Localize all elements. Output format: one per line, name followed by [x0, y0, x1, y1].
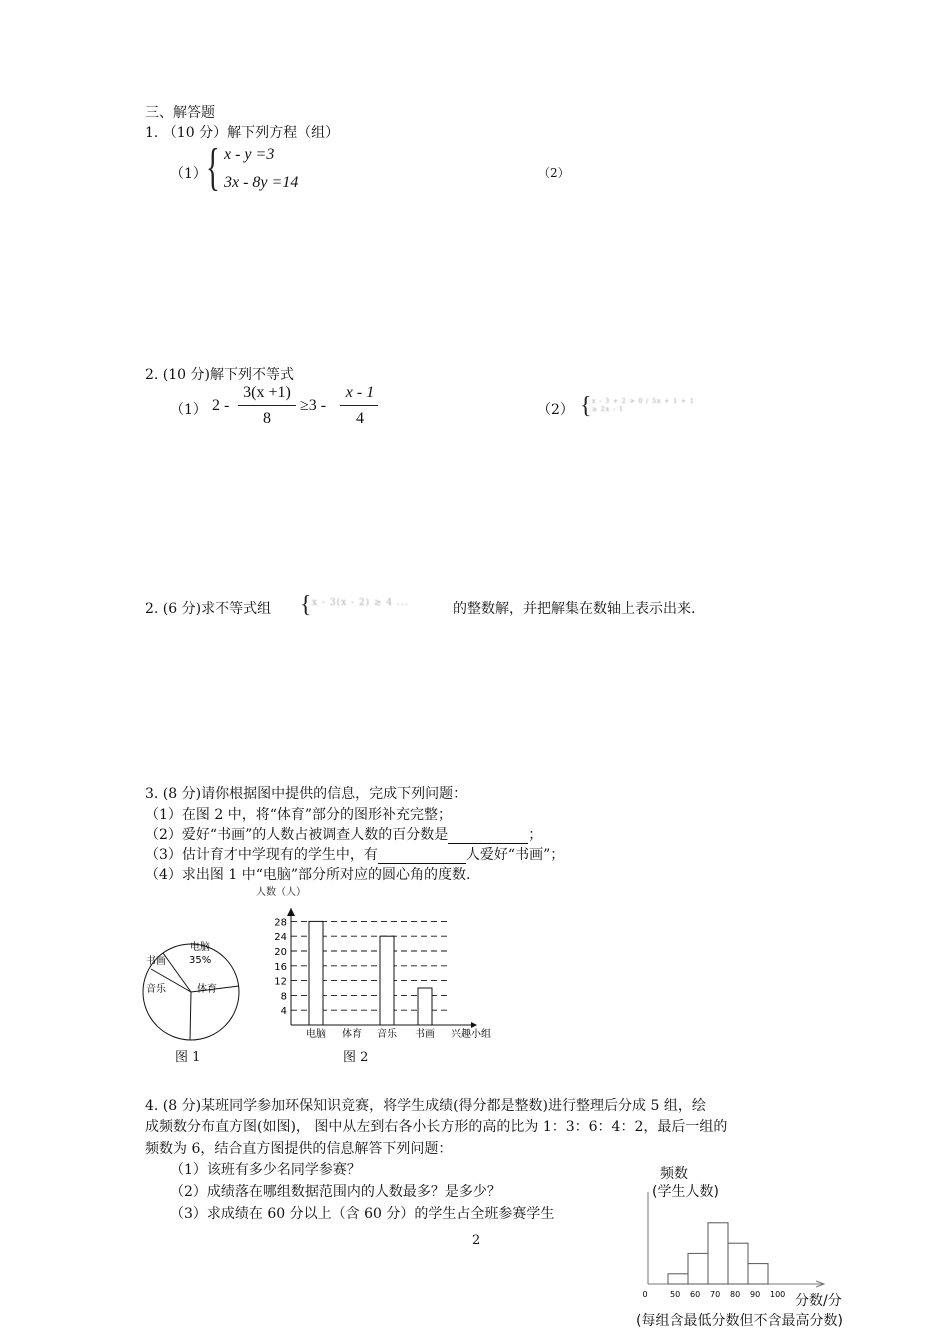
q3-item3-tail: 人爱好“书画”；	[465, 847, 565, 863]
histogram-x-tick: 100	[770, 1290, 786, 1299]
y-axis-arrow	[287, 908, 295, 916]
bar	[380, 936, 394, 1025]
q2-den2: 4	[356, 410, 364, 427]
pie-label-computer: 电脑	[190, 942, 210, 953]
y-tick-label: 20	[274, 947, 287, 958]
histogram-xlabel: 分数/分	[795, 1293, 842, 1309]
histogram-x-note: (每组含最低分数但不含最高分数)	[636, 1313, 843, 1329]
q2-part1-label: （1）	[170, 402, 207, 418]
q2-fracline2	[340, 405, 378, 406]
x-tick-label: 电脑	[306, 1029, 326, 1040]
histogram-bar	[728, 1243, 748, 1284]
q1-part1-label: （1）	[170, 166, 207, 182]
histogram-bar	[668, 1274, 688, 1284]
q1-brace: {	[206, 139, 220, 196]
q2-num2: x - 1	[345, 384, 375, 401]
bar-chart-ylabel: 人数（人）	[256, 887, 306, 898]
q3-item2	[145, 824, 542, 844]
bar	[418, 988, 432, 1025]
q3-item4: （4）求出图 1 中“电脑”部分所对应的圆心角的度数.	[145, 867, 471, 883]
bar	[309, 921, 323, 1025]
histogram-x-tick: 50	[670, 1290, 681, 1299]
q3-stem: 3. (8 分)请你根据图中提供的信息，完成下列问题：	[145, 786, 468, 802]
q3a-brace: {	[300, 592, 312, 618]
pie-label-sports: 体育	[197, 984, 217, 995]
q2-den1: 8	[263, 410, 271, 427]
q2-num1: 3(x +1)	[243, 384, 291, 401]
pie-divider-4	[190, 992, 191, 1040]
y-tick-label: 8	[280, 991, 287, 1003]
histogram-x-tick: 90	[750, 1290, 761, 1299]
pie-label-calligraphy: 书画	[146, 956, 166, 967]
q3-item2-text: （2）爱好“书画”的人数占被调查人数的百分数是	[145, 827, 449, 843]
y-tick-label: 16	[274, 961, 287, 973]
fig1-caption: 图 1	[175, 1050, 201, 1065]
q4-stem-line3: 频数为 6，结合直方图提供的信息解答下列问题：	[145, 1141, 453, 1157]
pie-label-computer-pct: 35%	[189, 955, 212, 966]
q2-fracline1	[238, 405, 296, 406]
q4-stem-line1: 4. (8 分)某班同学参加环保知识竞赛，将学生成绩(得分都是整数)进行整理后分成 5 组，绘	[145, 1098, 706, 1114]
section-title: 三、解答题	[145, 105, 215, 121]
q2-lhs-const: 2 -	[212, 397, 230, 414]
y-tick-label: 24	[274, 932, 287, 944]
q3-item1: （1）在图 2 中，将“体育”部分的图形补充完整；	[145, 807, 453, 823]
histogram-bar	[748, 1264, 768, 1284]
x-tick-label: 体育	[342, 1029, 362, 1040]
y-tick-label: 4	[280, 1006, 287, 1018]
x-axis-arrow	[471, 1022, 477, 1028]
q2-stem: 2. (10 分)解下列不等式	[145, 367, 294, 383]
answer-blank-percent[interactable]	[448, 829, 528, 844]
x-axis-label: 兴趣小组	[451, 1029, 491, 1040]
histogram-x-tick: 70	[710, 1290, 721, 1299]
histogram-ylabel-2: (学生人数)	[652, 1184, 719, 1200]
q4-sub2: （2）成绩落在哪组数据范围内的人数最多？是多少？	[170, 1184, 501, 1200]
histogram-bar	[688, 1253, 708, 1284]
histogram-ylabel-1: 频数	[660, 1166, 688, 1182]
y-tick-label: 28	[274, 917, 287, 929]
q2-part2-label: （2）	[537, 402, 574, 418]
q3-item2-tail: ；	[528, 827, 543, 843]
q4-stem-line2: 成频数分布直方图(如图)， 图中从左到右各小长方形的高的比为 1：3：6：4：2，最后一组的	[145, 1119, 728, 1135]
q3-item3	[145, 844, 564, 864]
y-tick-label: 12	[274, 976, 287, 988]
histogram-bar	[708, 1223, 728, 1284]
q4-sub1: （1）该班有多少名同学参赛？	[170, 1162, 361, 1178]
histogram-x-tick: 80	[730, 1290, 741, 1299]
histogram-chart	[635, 1190, 835, 1305]
q3a-stem-prefix: 2. (6 分)求不等式组	[145, 601, 272, 617]
bar-chart-fig2	[265, 900, 500, 1040]
fig2-caption: 图 2	[343, 1050, 369, 1065]
q4-sub3: （3）求成绩在 60 分以上（含 60 分）的学生占全班参赛学生	[170, 1206, 555, 1222]
pie-divider-1	[163, 953, 191, 992]
answer-blank-count[interactable]	[378, 849, 466, 864]
x-tick-label: 书画	[415, 1029, 435, 1040]
q1-eq1: x - y =3	[224, 146, 275, 163]
pie-chart-fig1	[135, 930, 250, 1055]
page-number: 2	[472, 1233, 481, 1248]
q2-part2-blurred: x - 3 + 2 > 0 / 5x + 1 + 1 ≥ 2x - 1	[592, 398, 695, 413]
histogram-x-tick: 60	[690, 1290, 701, 1299]
q3-item3-text: （3）估计育才中学现有的学生中，有	[145, 847, 378, 863]
x-tick-label: 音乐	[377, 1029, 397, 1040]
q2-geq: ≥3 -	[300, 397, 327, 414]
histogram-x-tick: 0	[642, 1290, 648, 1299]
q3a-blurred: x - 3(x - 2) ≥ 4 ...	[312, 598, 409, 608]
pie-label-music: 音乐	[146, 984, 166, 995]
q1-eq2: 3x - 8y =14	[224, 174, 299, 191]
q2-part2-brace: {	[580, 393, 592, 419]
q1-stem: 1. （10 分）解下列方程（组）	[145, 125, 340, 141]
q3a-stem-suffix: 的整数解，并把解集在数轴上表示出来.	[453, 601, 696, 617]
q1-part2-label: （2）	[538, 166, 570, 180]
